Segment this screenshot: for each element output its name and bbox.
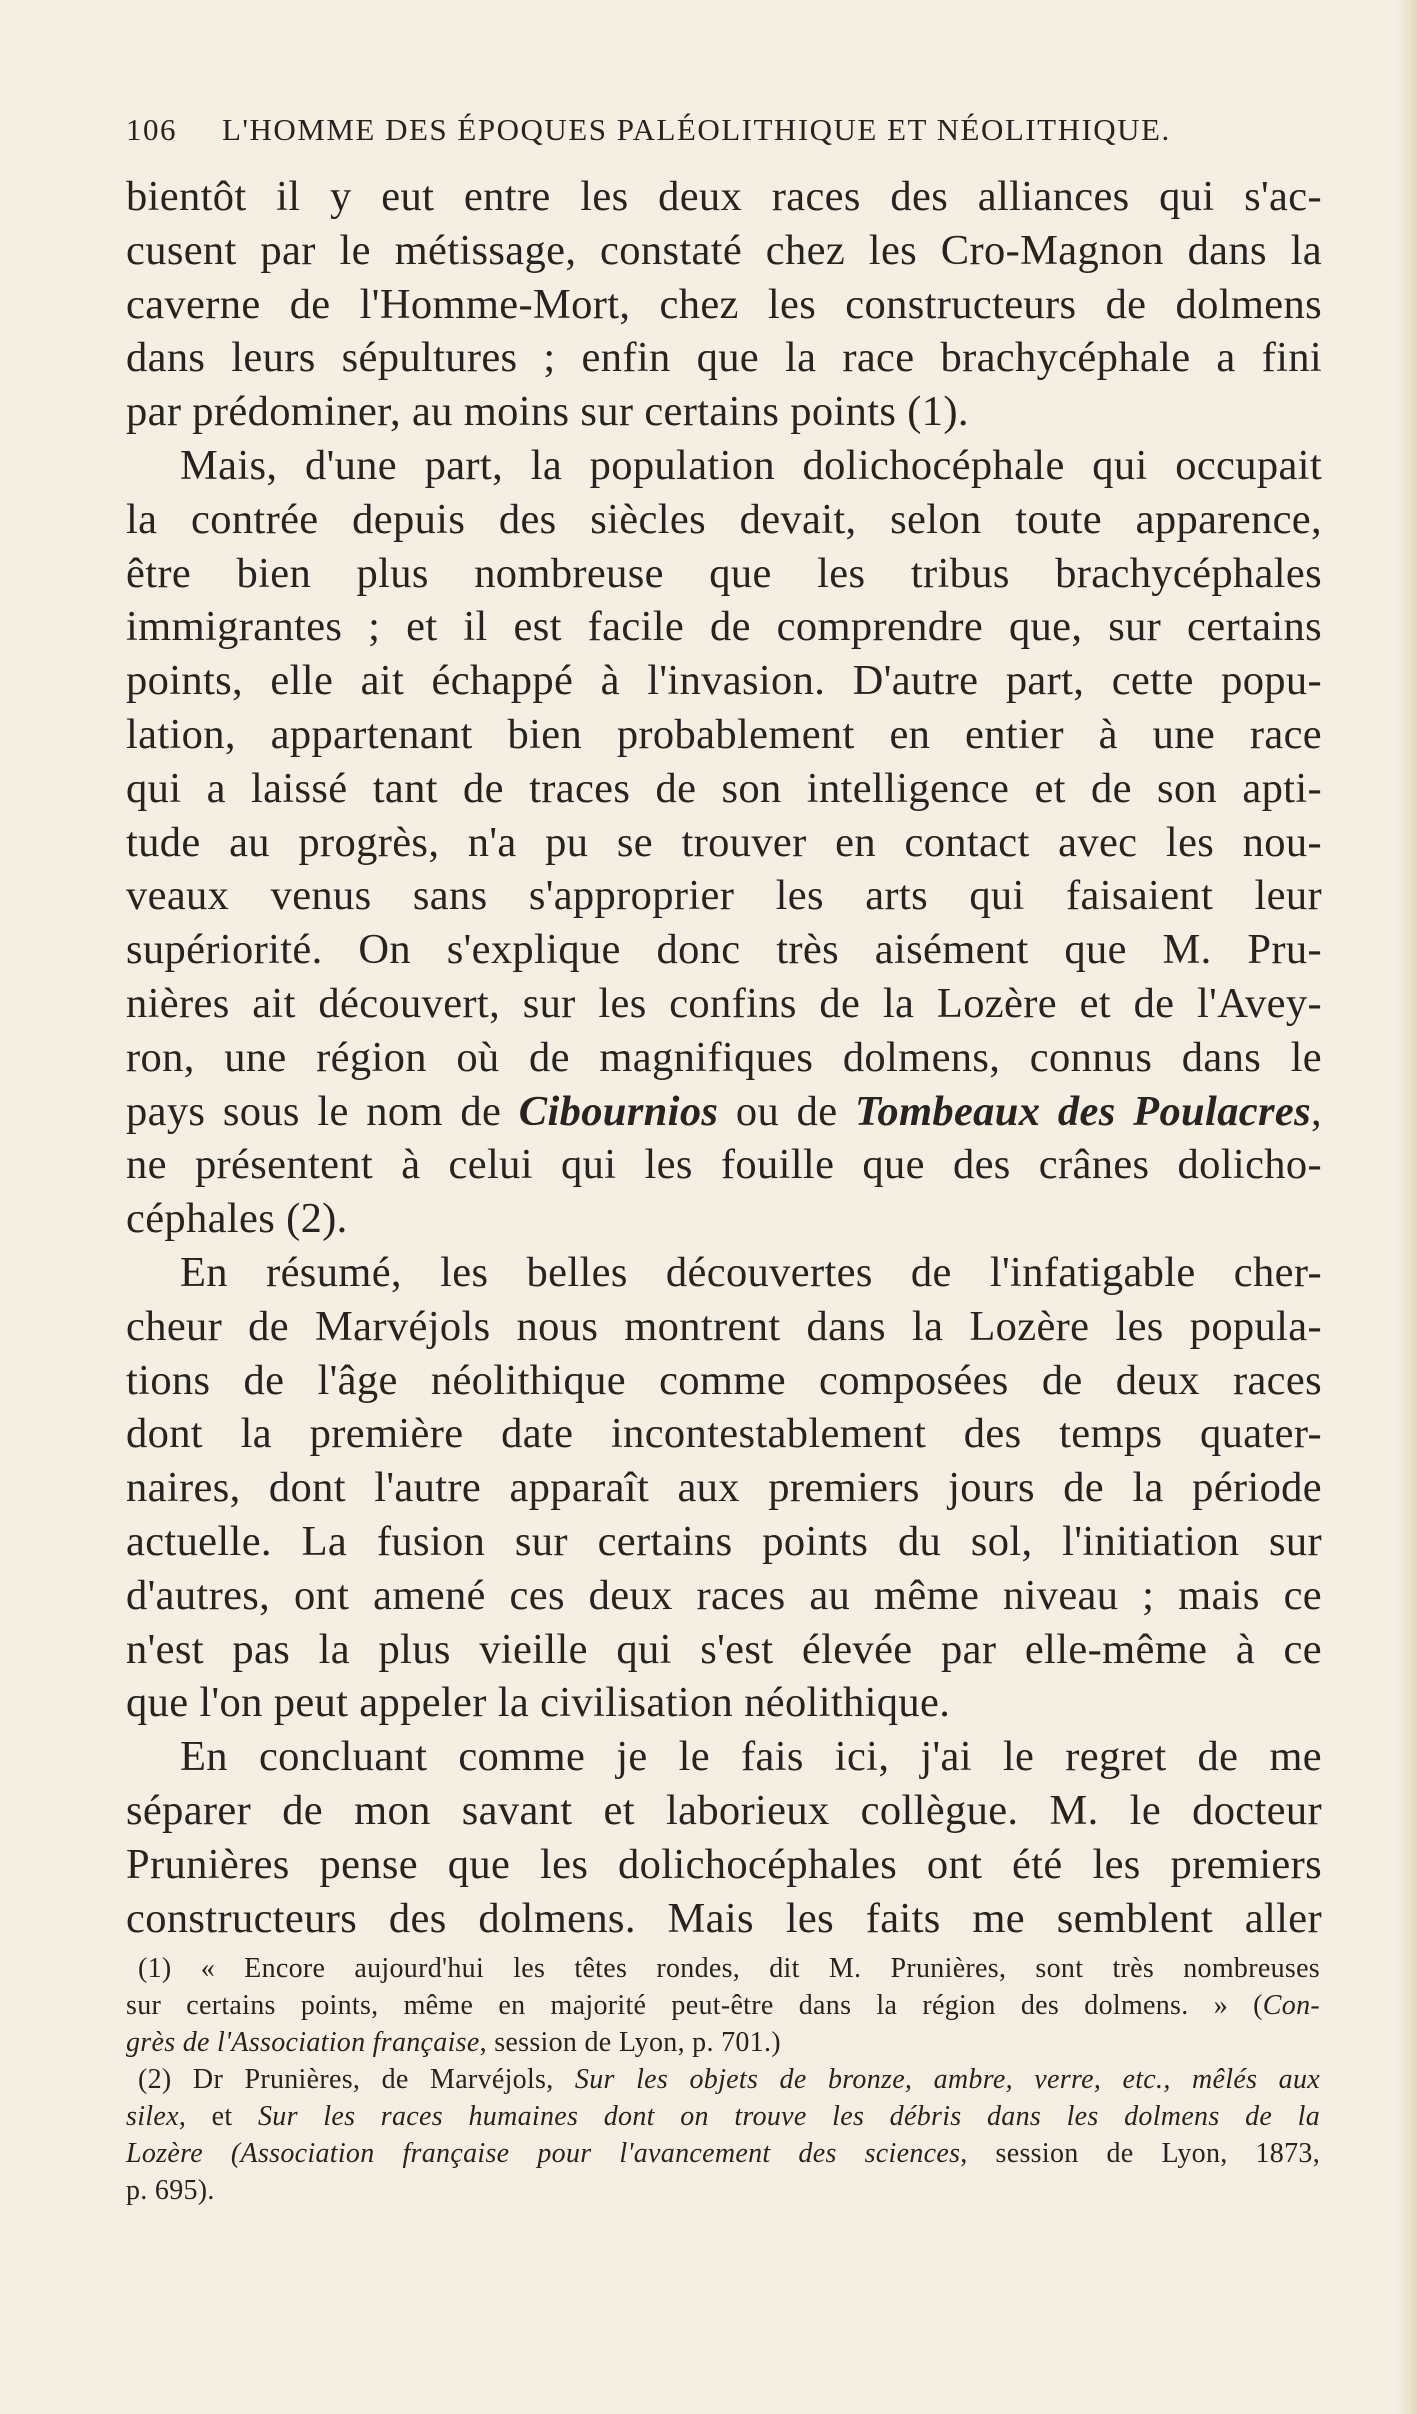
footnote-text: sur certains points, même en majorité peut-être dans la région des dolmens. » ( xyxy=(126,1990,1263,2021)
body-line-with-italics xyxy=(126,1085,1322,1139)
body-line-part: pays sous le nom de xyxy=(126,1087,519,1135)
footnote-1-line xyxy=(126,1987,1320,2024)
body-line: lation, appartenant bien probablement en entier à une race xyxy=(126,710,1322,758)
body-line: points, elle ait échappé à l'invasion. D'autre part, cette popu- xyxy=(126,657,1322,705)
page-gutter-shadow xyxy=(1397,0,1417,2414)
body-line: nières ait découvert, sur les confins de la Lozère et de l'Avey- xyxy=(126,979,1322,1027)
body-line: supériorité. On s'explique donc très aisément que M. Pru- xyxy=(126,926,1322,974)
italic-term: Tombeaux des Poulacres xyxy=(854,1087,1312,1135)
body-line: ne présentent à celui qui les fouille que des crânes dolicho- xyxy=(126,1141,1322,1189)
body-line: par prédominer, au moins sur certains points (1). xyxy=(126,388,969,436)
body-line: cheur de Marvéjols nous montrent dans la Lozère les popula- xyxy=(126,1302,1322,1350)
footnote-2-line: p. 695). xyxy=(126,2175,215,2206)
body-line: veaux venus sans s'approprier les arts qui faisaient leur xyxy=(126,872,1322,920)
footnote-1-line xyxy=(126,2024,1320,2061)
body-line: Mais, d'une part, la population dolichocéphale qui occupait xyxy=(180,441,1322,489)
body-line: la contrée depuis des siècles devait, selon toute apparence, xyxy=(126,495,1322,543)
body-line: tions de l'âge néolithique comme composées de deux races xyxy=(126,1356,1322,1404)
footnote-italic: Lozère (Association française pour l'avancement des sciences xyxy=(126,2138,961,2169)
footnote-italic: silex xyxy=(126,2101,179,2132)
body-text xyxy=(126,170,1322,1945)
body-line: être bien plus nombreuse que les tribus brachycéphales xyxy=(126,549,1322,597)
running-header xyxy=(126,112,1316,148)
body-line: constructeurs des dolmens. Mais les faits me semblent aller xyxy=(126,1894,1322,1942)
footnote-italic: Sur les races humaines dont on trouve les débris dans les dolmens de la xyxy=(257,2101,1320,2132)
body-line: séparer de mon savant et laborieux collègue. M. le docteur xyxy=(126,1786,1322,1834)
footnote-1-line: (1) « Encore aujourd'hui les têtes rondes, dit M. Prunières, sont très nombreuses xyxy=(138,1953,1320,1984)
body-line: céphales (2). xyxy=(126,1195,348,1243)
italic-term: Cibournios xyxy=(518,1087,719,1135)
body-line: ron, une région où de magnifiques dolmens, connus dans le xyxy=(126,1033,1322,1081)
running-title: L'HOMME DES ÉPOQUES PALÉOLITHIQUE ET NÉOLITHIQUE. xyxy=(222,112,1171,147)
body-line: cusent par le métissage, constaté chez les Cro-Magnon dans la xyxy=(126,226,1322,274)
body-line: actuelle. La fusion sur certains points du sol, l'initiation sur xyxy=(126,1517,1322,1565)
body-line: qui a laissé tant de traces de son intelligence et de son apti- xyxy=(126,764,1322,812)
footnote-2-line xyxy=(126,2061,1320,2098)
footnote-text: , et xyxy=(178,2101,258,2132)
body-line: bientôt il y eut entre les deux races des alliances qui s'ac- xyxy=(126,173,1322,220)
footnotes xyxy=(126,1950,1320,2209)
body-line: dans leurs sépultures ; enfin que la race brachycéphale a fini xyxy=(126,334,1322,382)
body-line: dont la première date incontestablement des temps quater- xyxy=(126,1410,1322,1458)
body-line: tude au progrès, n'a pu se trouver en contact avec les nou- xyxy=(126,818,1322,866)
footnote-2-line xyxy=(126,2135,1320,2172)
body-line: caverne de l'Homme-Mort, chez les constructeurs de dolmens xyxy=(126,280,1322,328)
body-line: n'est pas la plus vieille qui s'est élevée par elle-même à ce xyxy=(126,1625,1322,1673)
footnote-2-line xyxy=(126,2098,1320,2135)
body-line: Prunières pense que les dolichocéphales ont été les premiers xyxy=(126,1840,1322,1888)
footnote-italic: grès de l'Association française xyxy=(126,2027,480,2058)
footnote-italic: Con- xyxy=(1262,1990,1320,2021)
body-line: En concluant comme je le fais ici, j'ai le regret de me xyxy=(180,1733,1322,1781)
body-line: d'autres, ont amené ces deux races au même niveau ; mais ce xyxy=(126,1571,1322,1619)
body-line-part: ou de xyxy=(718,1087,855,1135)
body-line: immigrantes ; et il est facile de comprendre que, sur certains xyxy=(126,603,1322,651)
body-line: que l'on peut appeler la civilisation néolithique. xyxy=(126,1679,951,1727)
footnote-text: , session de Lyon, p. 701.) xyxy=(479,2027,781,2058)
page-number: 106 xyxy=(126,112,177,147)
body-line-part: , xyxy=(1311,1087,1322,1135)
body-line: naires, dont l'autre apparaît aux premiers jours de la période xyxy=(126,1464,1322,1512)
body-line: En résumé, les belles découvertes de l'infatigable cher- xyxy=(180,1248,1322,1296)
footnote-text: , session de Lyon, 1873, xyxy=(960,2138,1320,2169)
footnote-text: (2) Dr Prunières, de Marvéjols, xyxy=(138,2064,575,2095)
footnote-italic: Sur les objets de bronze, ambre, verre, etc., mêlés aux xyxy=(574,2064,1320,2095)
